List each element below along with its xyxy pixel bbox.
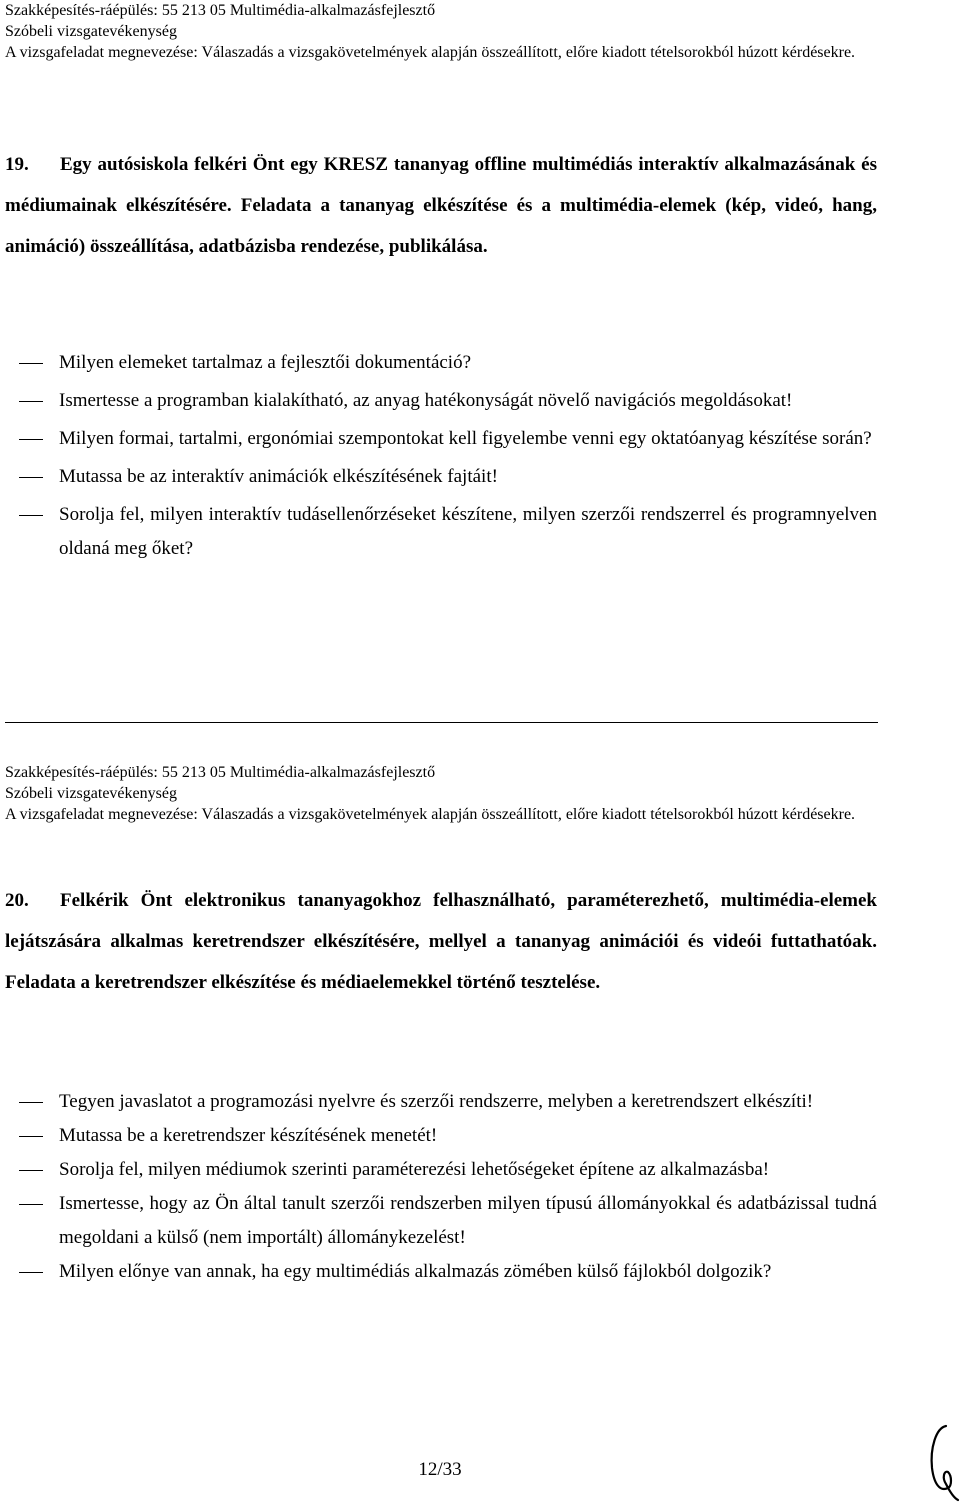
header-task: A vizsgafeladat megnevezése: Válaszadás a vizsgakövetelmények alapján összeállított, előre kiadott tételsorokból húzott kérdésekre.: [5, 44, 856, 61]
question-19-items: [5, 346, 877, 566]
header-activity: Szóbeli vizsgatevékenység: [5, 23, 177, 40]
dash-bullet: [19, 401, 43, 402]
header-activity: Szóbeli vizsgatevékenység: [5, 785, 177, 802]
list-item: Ismertesse a programban kialakítható, az anyag hatékonyságát növelő navigációs megoldásokat!: [5, 384, 877, 418]
list-item: Mutassa be a keretrendszer készítésének menetét!: [5, 1119, 877, 1153]
list-item: Milyen formai, tartalmi, ergonómiai szempontokat kell figyelembe venni egy oktatóanyag készítése során?: [5, 422, 877, 456]
dash-bullet: [19, 1136, 43, 1137]
dash-bullet: [19, 1102, 43, 1103]
question-20: [5, 880, 877, 1003]
question-20-items: [5, 1085, 877, 1289]
header-qualification: Szakképesítés-ráépülés: 55 213 05 Multimédia-alkalmazásfejlesztő: [5, 2, 436, 19]
header-task: A vizsgafeladat megnevezése: Válaszadás a vizsgakövetelmények alapján összeállított, előre kiadott tételsorokból húzott kérdésekre.: [5, 806, 856, 823]
dash-bullet: [19, 1204, 43, 1205]
list-item: Milyen elemeket tartalmaz a fejlesztői dokumentáció?: [5, 346, 877, 380]
question-number: 19.: [5, 154, 29, 175]
question-19: [5, 144, 877, 267]
signature-mark: [918, 1418, 960, 1503]
page-divider: [5, 722, 878, 723]
list-item: Sorolja fel, milyen interaktív tudásellenőrzéseket készítene, milyen szerzői rendszerrel és programnyelven oldaná meg őket?: [5, 498, 877, 566]
question-number: 20.: [5, 890, 29, 911]
list-item: Mutassa be az interaktív animációk elkészítésének fajtáit!: [5, 460, 877, 494]
page-header: [5, 0, 885, 63]
dash-bullet: [19, 477, 43, 478]
question-text: Felkérik Önt elektronikus tananyagokhoz felhasználható, paraméterezhető, multimédia-elemek lejátszására alkalmas keretrendszer elkészítésére, mellyel a tananyag animációi és videói futtathatóak. Feladata a keretrendszer elkészítése és médiaelemekkel történő tesztelése.: [5, 890, 877, 993]
dash-bullet: [19, 1272, 43, 1273]
list-item: Sorolja fel, milyen médiumok szerinti paraméterezési lehetőségeket építene az alkalmazásba!: [5, 1153, 877, 1187]
dash-bullet: [19, 363, 43, 364]
dash-bullet: [19, 515, 43, 516]
dash-bullet: [19, 439, 43, 440]
list-item: Ismertesse, hogy az Ön által tanult szerzői rendszerben milyen típusú állományokkal és adatbázissal tudná megoldani a külső (nem importált) állománykezelést!: [5, 1187, 877, 1255]
list-item: Milyen előnye van annak, ha egy multimédiás alkalmazás zömében külső fájlokból dolgozik?: [5, 1255, 877, 1289]
page-header: [5, 762, 885, 825]
list-item: Tegyen javaslatot a programozási nyelvre és szerzői rendszerre, melyben a keretrendszert elkészíti!: [5, 1085, 877, 1119]
question-text: Egy autósiskola felkéri Önt egy KRESZ tananyag offline multimédiás interaktív alkalmazásának és médiumainak elkészítésére. Feladata a tananyag elkészítése és a multimédia-elemek (kép, videó, hang, animáció) összeállítása, adatbázisba rendezése, publikálása.: [5, 154, 877, 257]
header-qualification: Szakképesítés-ráépülés: 55 213 05 Multimédia-alkalmazásfejlesztő: [5, 764, 436, 781]
dash-bullet: [19, 1170, 43, 1171]
page-number: 12/33: [418, 1459, 462, 1480]
